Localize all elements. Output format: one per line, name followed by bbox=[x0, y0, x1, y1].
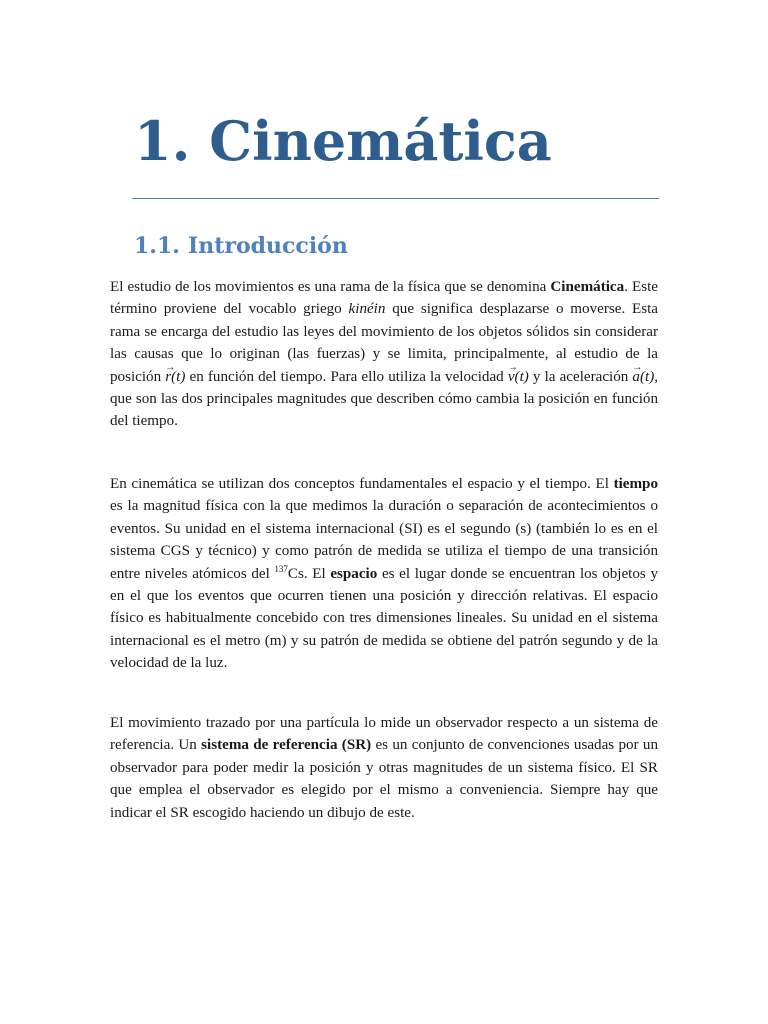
text-run: El estudio de los movimientos es una rama de la física que se denomina bbox=[110, 279, 551, 295]
text-run: es un conjunto de convenciones usadas por un observador para poder medir la posición y otras magnitudes de un sistema físico. El SR que emplea el observador es elegido por el mismo a conveniencia. Siempre hay que indicar el SR escogido haciendo un dibujo de este. bbox=[110, 737, 658, 821]
chapter-divider bbox=[132, 198, 659, 199]
vector-arrow-icon: → bbox=[507, 361, 518, 373]
term-kinein: kinéin bbox=[348, 301, 386, 318]
text-run: . Este término proviene del vocablo griego bbox=[110, 279, 658, 318]
paragraph-reference-system bbox=[110, 712, 658, 824]
section-number: 1.1. bbox=[134, 233, 180, 259]
vector-arrow-icon: → bbox=[165, 361, 176, 373]
text-run: en función del tiempo. Para ello utiliza la velocidad bbox=[185, 368, 508, 385]
position-vector: → r(t) bbox=[165, 369, 185, 385]
velocity-vector: → v(t) bbox=[508, 369, 529, 385]
paragraph-introduction bbox=[110, 276, 658, 433]
acceleration-vector: → a(t) bbox=[632, 369, 654, 385]
text-run: que significa desplazarse o moverse. Esta rama se encarga del estudio las leyes del movimiento de los objetos sólidos sin considerar las causas que lo originan (las fuerzas) y se limita, principalmente, al estudio de la posición bbox=[110, 301, 659, 385]
vector-arrow-icon: → bbox=[632, 361, 643, 373]
text-run: Cs. El bbox=[287, 565, 331, 582]
section-heading bbox=[134, 233, 348, 259]
term-espacio: espacio bbox=[330, 565, 378, 582]
paragraph-space-time bbox=[110, 473, 658, 675]
term-sistema-referencia: sistema de referencia (SR) bbox=[201, 737, 372, 754]
isotope-mass-number: 137 bbox=[274, 563, 288, 574]
text-run: El movimiento trazado por una partícula lo mide un observador respecto a un sistema de referencia. Un bbox=[110, 715, 658, 754]
term-tiempo: tiempo bbox=[613, 476, 658, 492]
text-run: , que son las dos principales magnitudes que describen cómo cambia la posición en función del tiempo. bbox=[110, 368, 658, 430]
text-run: En cinemática se utilizan dos conceptos fundamentales el espacio y el tiempo. El bbox=[110, 476, 614, 492]
text-run: es la magnitud física con la que medimos la duración o separación de acontecimientos o eventos. Su unidad en el sistema internacional (SI) es el segundo (s) (también lo es en el sistema CGS y técnico) y como patrón de medida se utiliza el tiempo de una transición entre niveles atómicos del bbox=[110, 498, 658, 582]
text-run: y la aceleración bbox=[528, 368, 633, 385]
term-cinematica: Cinemática bbox=[550, 279, 625, 295]
chapter-title: 1. Cinemática bbox=[134, 109, 552, 173]
text-run: es el lugar donde se encuentran los objetos y en el que los eventos que ocurren tienen una posición y dirección relativas. El espacio físico es habitualmente concebido con tres dimensiones lineales. Su unidad en el sistema internacional es el metro (m) y su patrón de medida se obtiene del patrón segundo y de la velocidad de la luz. bbox=[110, 565, 658, 672]
section-title: Introducción bbox=[187, 233, 348, 259]
